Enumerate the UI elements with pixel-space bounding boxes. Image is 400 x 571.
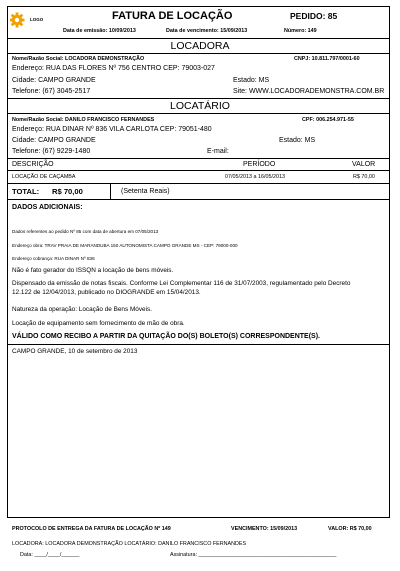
locatario-email: E-mail: bbox=[207, 148, 229, 155]
locatario-city: Cidade: CAMPO GRANDE bbox=[12, 137, 96, 144]
divider bbox=[7, 113, 390, 114]
locadora-state: Estado: MS bbox=[233, 77, 270, 84]
column-header-descricao: DESCRIÇÃO bbox=[12, 161, 54, 168]
item-periodo: 07/05/2013 a 16/05/2013 bbox=[225, 174, 285, 180]
locatario-section-title: LOCATÁRIO bbox=[170, 100, 230, 112]
divider bbox=[7, 158, 390, 159]
divider bbox=[110, 183, 111, 199]
protocol-parties: LOCADORA: LOCADORA DEMONSTRAÇÃO LOCATÁRIO: DANILO FRANCISCO FERNANDES bbox=[12, 541, 247, 547]
protocol-date-field: Data: ____/____/______ bbox=[20, 552, 80, 558]
locadora-cnpj: CNPJ: 10.811.797/0001-60 bbox=[294, 56, 360, 62]
total-extenso: (Setenta Reais) bbox=[121, 188, 170, 195]
locadora-phone: Telefone: (67) 3045-2517 bbox=[12, 88, 91, 95]
locatario-address: Endereço: RUA DINAR Nº 836 VILA CARLOTA CEP: 79051-480 bbox=[12, 126, 212, 133]
divider bbox=[7, 170, 390, 171]
locatario-name: Nome/Razão Social: DANILO FRANCISCO FERNANDES bbox=[12, 117, 155, 123]
invoice-title: FATURA DE LOCAÇÃO bbox=[112, 10, 233, 22]
additional-order-ref: Dados referentes ao pedido Nº 85 com data de abertura em 07/05/2013 bbox=[12, 229, 159, 234]
additional-legal-note-1: Dispensado da emissão de notas fiscais. Conforme Lei Complementar 116 de 31/07/2003, regulamentado pelo Decreto bbox=[12, 280, 351, 287]
divider bbox=[7, 199, 390, 200]
protocol-due-date: VENCIMENTO: 15/09/2013 bbox=[231, 526, 298, 532]
divider bbox=[7, 53, 390, 54]
additional-work-address: Endereço obra: TRAV PRAIA DE MARANDUBA 150 AUTONOMISTA CAMPO GRANDE MS - CEP: 79000-000 bbox=[12, 243, 238, 248]
total-value: R$ 70,00 bbox=[52, 187, 83, 196]
item-valor: R$ 70,00 bbox=[353, 174, 375, 180]
locadora-address: Endereço: RUA DAS FLORES Nº 756 CENTRO CEP: 79003-027 bbox=[12, 65, 215, 72]
locadora-city: Cidade: CAMPO GRANDE bbox=[12, 77, 96, 84]
due-date: Data de vencimento: 15/09/2013 bbox=[166, 28, 248, 34]
column-header-periodo: PERÍODO bbox=[243, 161, 276, 168]
locadora-site: Site: WWW.LOCADORADEMONSTRA.COM.BR bbox=[233, 88, 385, 95]
locadora-name: Nome/Razão Social: LOCADORA DEMONSTRAÇÃO bbox=[12, 56, 145, 62]
item-descricao: LOCAÇÃO DE CAÇAMBA bbox=[12, 174, 76, 180]
additional-legal-note-2: 12.122 de 12/04/2013, publicado no DIOGRANDE em 15/04/2013. bbox=[12, 289, 201, 296]
total-label: TOTAL: bbox=[12, 187, 40, 196]
logo-text: LOGO bbox=[30, 17, 44, 22]
divider bbox=[7, 183, 390, 184]
divider bbox=[7, 38, 390, 39]
locadora-section-title: LOCADORA bbox=[170, 40, 230, 52]
divider bbox=[7, 344, 390, 345]
protocol-value: VALOR: R$ 70,00 bbox=[328, 526, 372, 532]
additional-issqn-note: Não é fato gerador do ISSQN a locação de bens móveis. bbox=[12, 267, 174, 274]
column-header-valor: VALOR bbox=[352, 161, 376, 168]
additional-no-labor-note: Locação de equipamento sem fornecimento de mão de obra. bbox=[12, 320, 185, 327]
locatario-phone: Telefone: (67) 9229-1480 bbox=[12, 148, 91, 155]
emission-date: Data de emissão: 10/09/2013 bbox=[63, 28, 136, 34]
pedido-number: PEDIDO: 85 bbox=[290, 11, 338, 21]
protocol-signature-field: Assinatura: ______________________________________________ bbox=[170, 552, 337, 558]
additional-billing-address: Endereço cobrança: RUA DINAR Nº 836 bbox=[12, 256, 95, 261]
locatario-cpf: CPF: 006.254.971-55 bbox=[302, 117, 354, 123]
invoice-number: Número: 149 bbox=[284, 28, 317, 34]
divider bbox=[7, 98, 390, 99]
place-and-date: CAMPO GRANDE, 10 de setembro de 2013 bbox=[12, 348, 138, 355]
protocol-title: PROTOCOLO DE ENTREGA DA FATURA DE LOCAÇÃO Nº 149 bbox=[12, 526, 171, 532]
additional-operation-nature: Natureza da operação: Locação de Bens Móveis. bbox=[12, 306, 152, 313]
additional-receipt-note: VÁLIDO COMO RECIBO A PARTIR DA QUITAÇÃO DO(S) BOLETO(S) CORRESPONDENTE(S). bbox=[12, 333, 320, 340]
locatario-state: Estado: MS bbox=[279, 137, 316, 144]
additional-data-title: DADOS ADICIONAIS: bbox=[12, 204, 83, 211]
